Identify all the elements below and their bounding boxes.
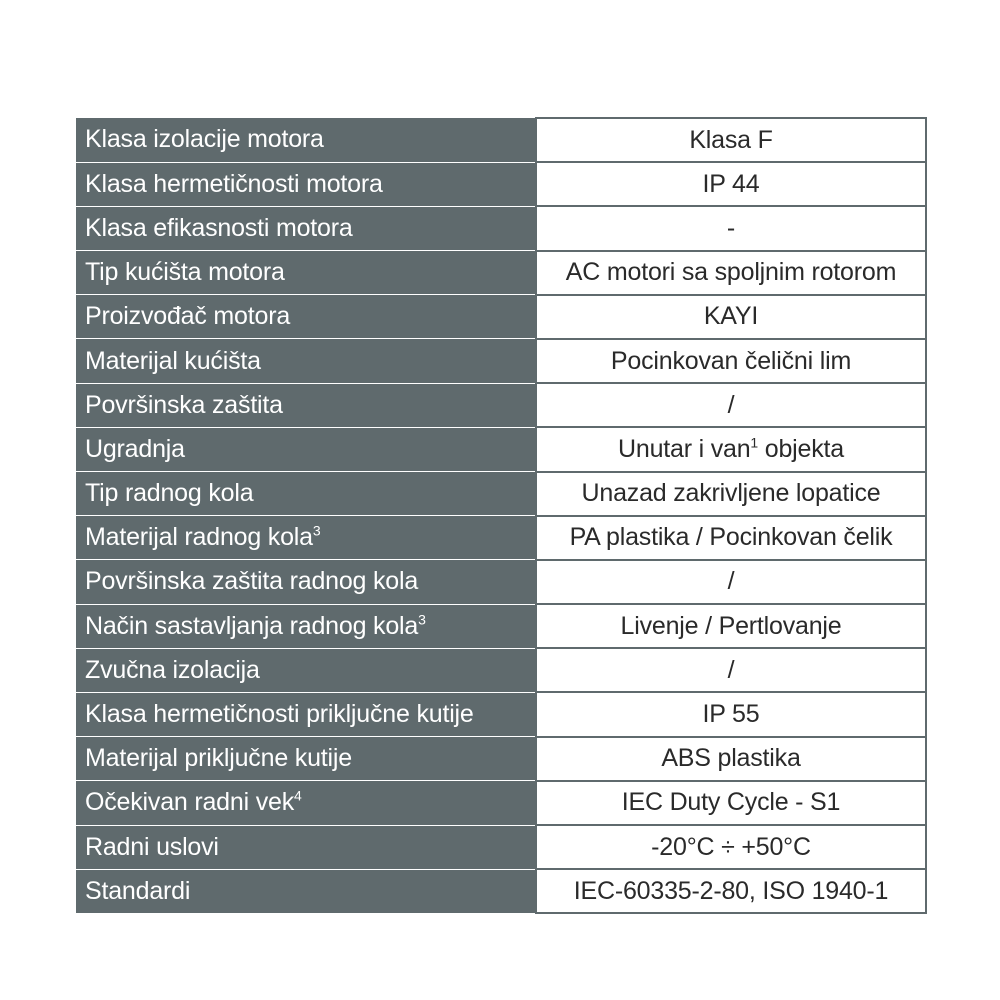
row-label: Standardi	[76, 869, 536, 913]
row-value: IP 55	[536, 692, 926, 736]
table-row	[76, 869, 926, 913]
table-row	[76, 118, 926, 162]
table-row	[76, 383, 926, 427]
row-label: Tip radnog kola	[76, 472, 536, 516]
row-label: Radni uslovi	[76, 825, 536, 869]
row-value: Klasa F	[536, 118, 926, 162]
row-label: Klasa hermetičnosti motora	[76, 162, 536, 206]
row-label: Način sastavljanja radnog kola$^3$	[76, 604, 536, 648]
row-value: Pocinkovan čelični lim	[536, 339, 926, 383]
table-row	[76, 427, 926, 471]
row-value: Livenje / Pertlovanje	[536, 604, 926, 648]
row-value: /	[536, 383, 926, 427]
row-value: -	[536, 206, 926, 250]
row-label: Površinska zaštita	[76, 383, 536, 427]
row-label: Očekivan radni vek$^4$	[76, 781, 536, 825]
row-label: Klasa izolacije motora	[76, 118, 536, 162]
table-row	[76, 295, 926, 339]
row-value: ABS plastika	[536, 737, 926, 781]
table-row	[76, 737, 926, 781]
table-row	[76, 472, 926, 516]
row-label: Materijal priključne kutije	[76, 737, 536, 781]
row-value: IEC-60335-2-80, ISO 1940-1	[536, 869, 926, 913]
row-value: IP 44	[536, 162, 926, 206]
row-value: -20°C ÷ +50°C	[536, 825, 926, 869]
table-row	[76, 162, 926, 206]
table-row	[76, 560, 926, 604]
row-label: Materijal kućišta	[76, 339, 536, 383]
row-label: Proizvođač motora	[76, 295, 536, 339]
row-value: /	[536, 560, 926, 604]
row-value: IEC Duty Cycle - S1	[536, 781, 926, 825]
row-label: Klasa efikasnosti motora	[76, 206, 536, 250]
table-row	[76, 781, 926, 825]
table-row	[76, 825, 926, 869]
row-label: Površinska zaštita radnog kola	[76, 560, 536, 604]
table-row	[76, 692, 926, 736]
table-row	[76, 604, 926, 648]
row-label: Tip kućišta motora	[76, 251, 536, 295]
row-value: Unazad zakrivljene lopatice	[536, 472, 926, 516]
row-value: /	[536, 648, 926, 692]
row-label: Ugradnja	[76, 427, 536, 471]
table-row	[76, 516, 926, 560]
row-value: Unutar i van$^1$ objekta	[536, 427, 926, 471]
spec-table	[76, 117, 927, 914]
row-label: Materijal radnog kola$^3$	[76, 516, 536, 560]
row-label: Klasa hermetičnosti priključne kutije	[76, 692, 536, 736]
table-row	[76, 206, 926, 250]
row-value: PA plastika / Pocinkovan čelik	[536, 516, 926, 560]
table-row	[76, 648, 926, 692]
row-value: KAYI	[536, 295, 926, 339]
row-label: Zvučna izolacija	[76, 648, 536, 692]
row-value: AC motori sa spoljnim rotorom	[536, 251, 926, 295]
spec-table-body	[76, 118, 926, 913]
table-row	[76, 251, 926, 295]
table-row	[76, 339, 926, 383]
